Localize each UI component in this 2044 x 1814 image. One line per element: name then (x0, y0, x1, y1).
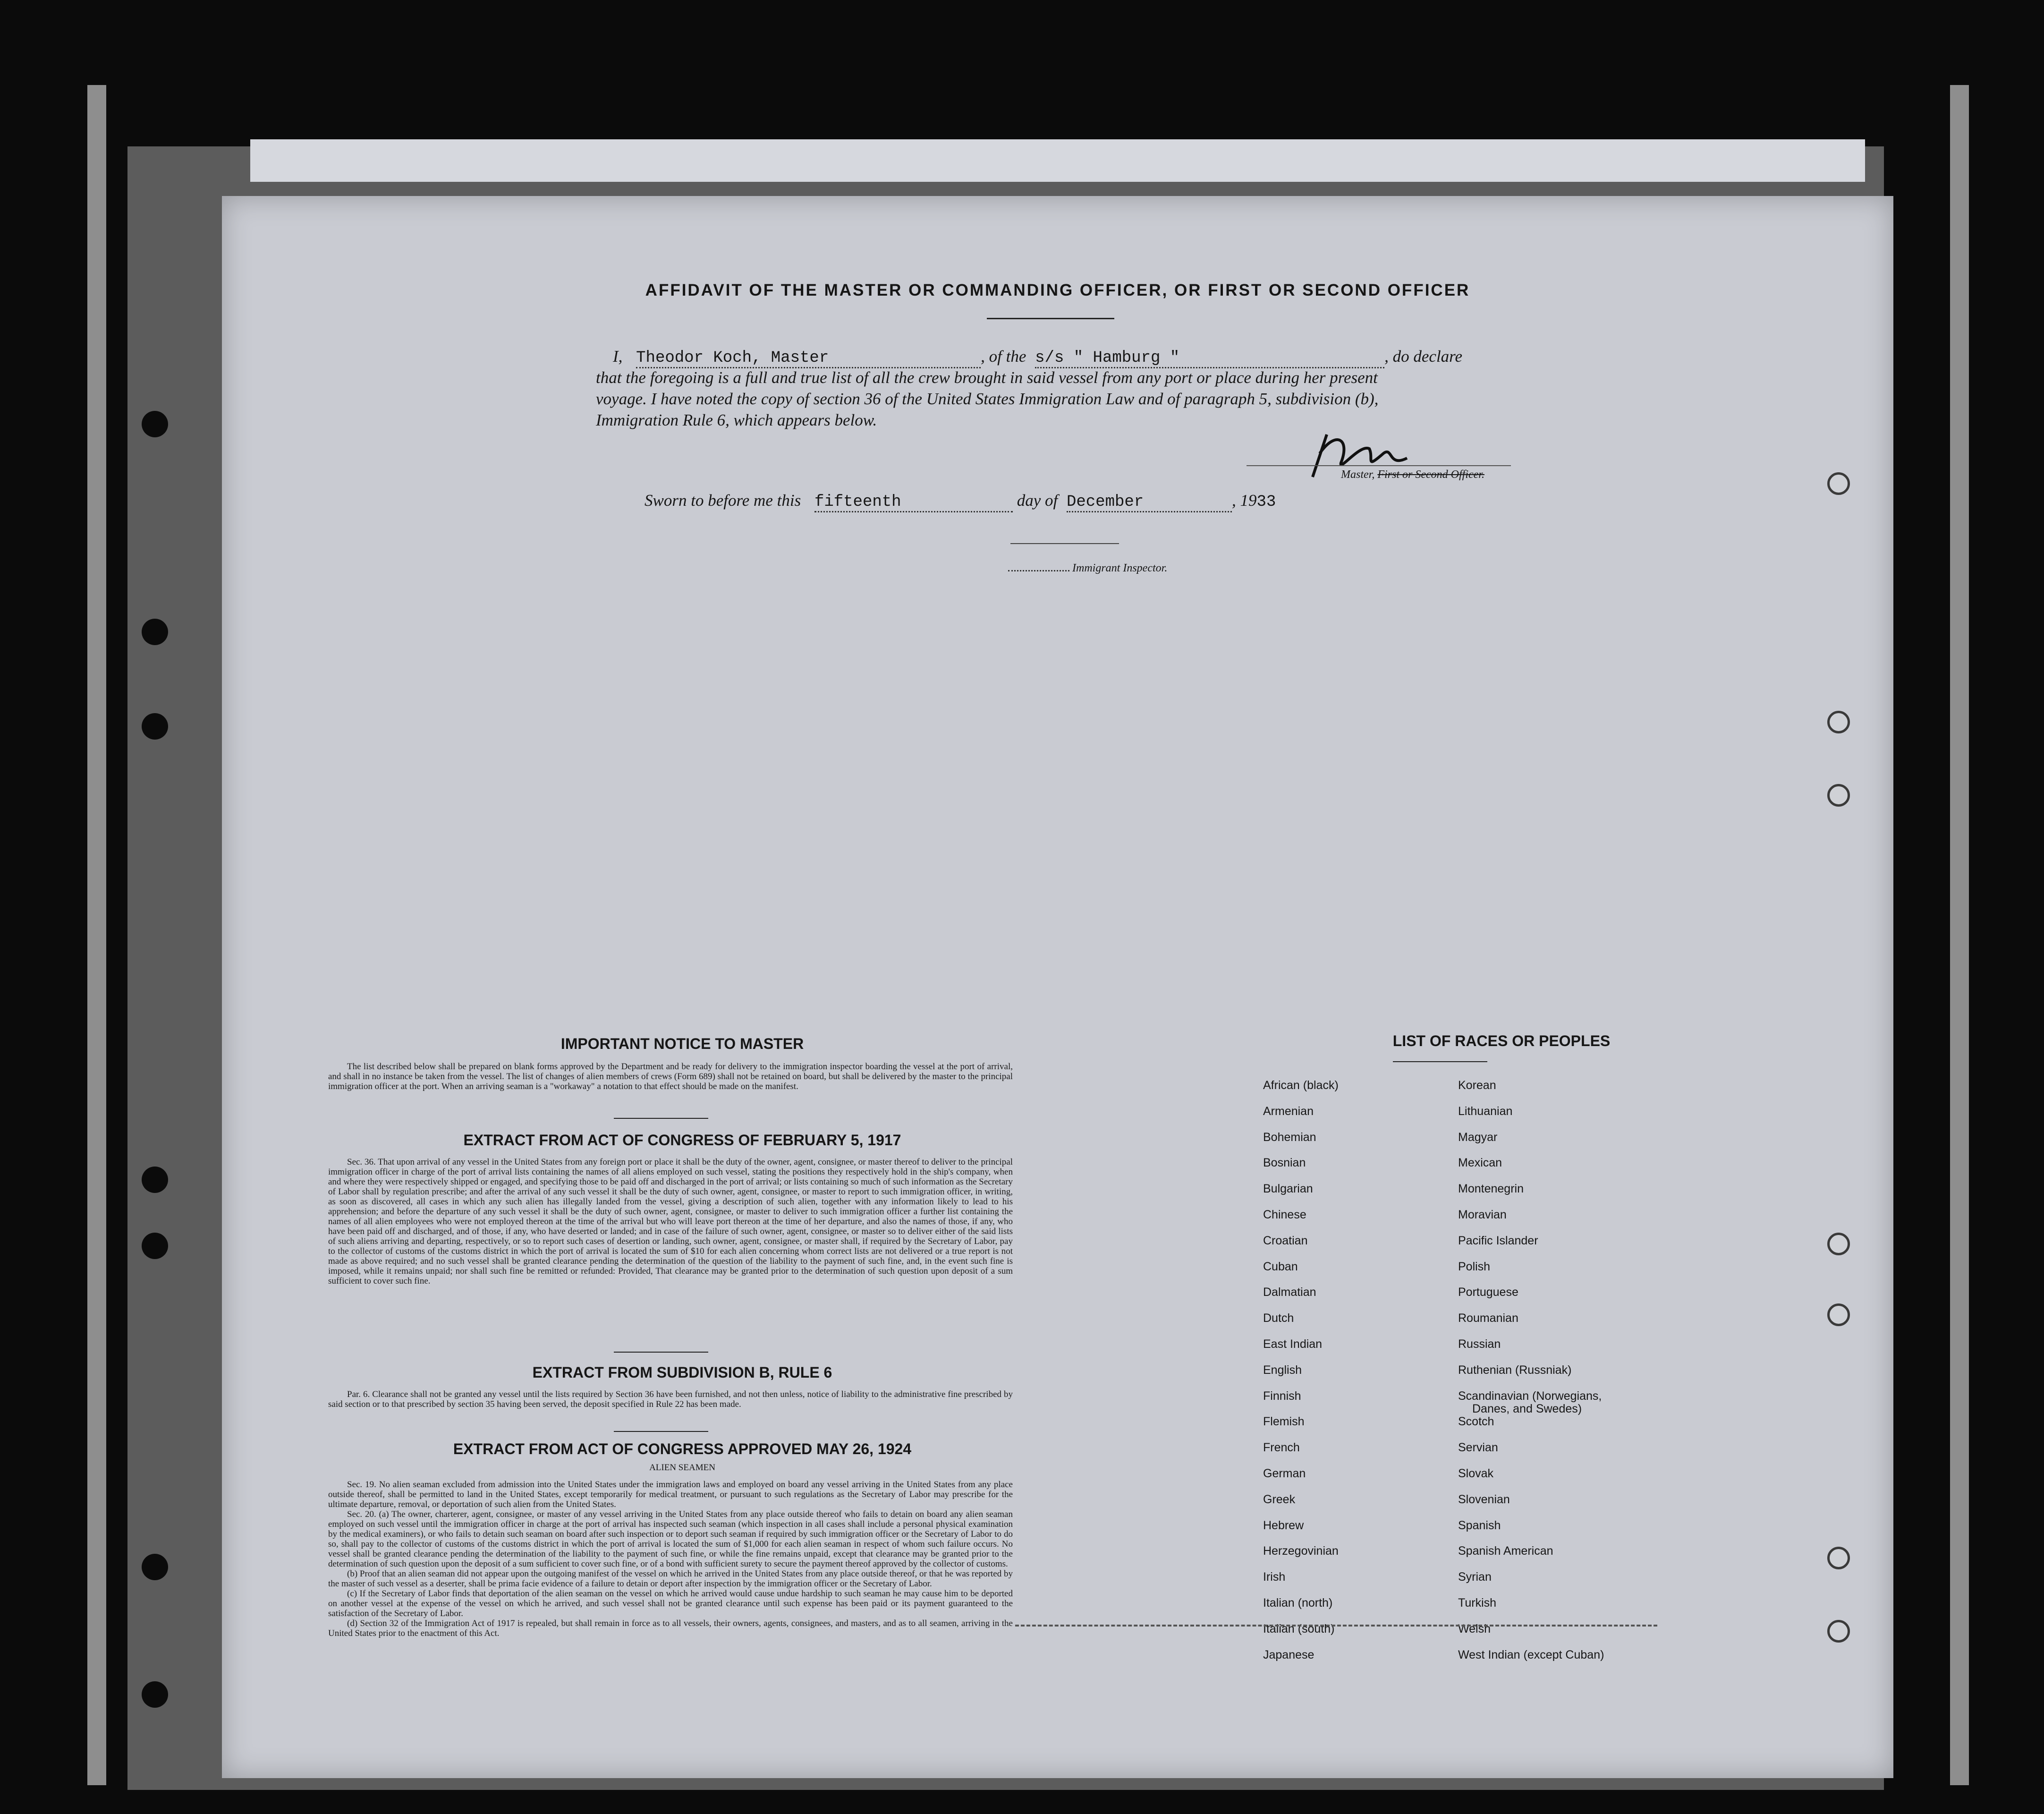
rule6-title: EXTRACT FROM SUBDIVISION B, RULE 6 (532, 1364, 832, 1381)
race-item: Korean (1458, 1079, 1496, 1092)
race-item: Bulgarian (1263, 1182, 1313, 1196)
race-item: Armenian (1263, 1104, 1314, 1118)
race-item: Flemish (1263, 1415, 1305, 1429)
i-word: I, (613, 347, 623, 366)
race-item: Pacific Islander (1458, 1234, 1538, 1247)
race-item: Syrian (1458, 1570, 1492, 1584)
race-item: Mexican (1458, 1156, 1502, 1170)
race-item: Dalmatian (1263, 1286, 1316, 1299)
master-name-field: Theodor Koch, Master (636, 349, 981, 368)
affidavit-line-1 (613, 347, 1462, 368)
race-item: Spanish (1458, 1518, 1501, 1532)
race-item: Bosnian (1263, 1156, 1306, 1170)
race-item: Ruthenian (Russniak) (1458, 1363, 1572, 1377)
vessel-name-field: s/s " Hamburg " (1035, 349, 1384, 368)
race-item: Hebrew (1263, 1518, 1304, 1532)
race-item: Cuban (1263, 1260, 1298, 1273)
sworn-line (645, 491, 1276, 512)
race-item: Magyar (1458, 1130, 1498, 1144)
day-of-label: day of (1017, 491, 1058, 510)
do-declare-label: , do declare (1384, 347, 1463, 366)
race-item: Montenegrin (1458, 1182, 1524, 1196)
year-suffix: 33 (1256, 493, 1276, 511)
races-title-rule (1393, 1061, 1487, 1062)
race-item: Lithuanian (1458, 1104, 1513, 1118)
inspector-caption (1008, 562, 1167, 575)
race-item: Chinese (1263, 1208, 1306, 1221)
extract-1924-title: EXTRACT FROM ACT OF CONGRESS APPROVED MAY 26, 1924 (453, 1440, 912, 1457)
race-item: Polish (1458, 1260, 1491, 1273)
race-item: Slovak (1458, 1467, 1494, 1480)
inspector-rule (1010, 543, 1119, 544)
dashed-rule (1015, 1625, 1657, 1627)
sec-20d-paragraph: (d) Section 32 of the Immigration Act of 1917 is repealed, but shall remain in force as to all vessels, their owners, agents, consignees, and masters, and as to all seamen, arriving in the United States prior to the enactment of this Act. (328, 1618, 1013, 1638)
sec-20a-paragraph: Sec. 20. (a) The owner, charterer, agent, consignee, or master of any vessel arriving in the United States from any place outside thereof who fails to detain on board any alien seaman employed on such vessel until the immigration officer in charge at the port of arrival has inspected such seaman (which inspection in all cases shall include a personal physical examination by the medical examiners), or who fails to detain such seaman on board after such inspection or to deport such seaman if required by such immigration officer or the Secretary of Labor to do so, shall pay to the collector of customs of the customs district in which the port of arrival is located the sum of $1,000 for each alien seaman in respect of whom such failure occurs. No vessel shall be granted clearance pending the determination of the liability to the payment of such fine, or while the fine remains unpaid, except that clearance may be granted prior to the determination of such question upon the deposit of a sum sufficient to cover such fine, or of a bond with sufficient surety to secure the payment thereof approved by the collector of customs. (328, 1509, 1013, 1569)
race-item: Servian (1458, 1441, 1498, 1455)
race-item: Spanish American (1458, 1544, 1553, 1558)
race-item: Finnish (1263, 1389, 1301, 1403)
race-item: Italian (south) (1263, 1622, 1335, 1635)
extract-1924-text (328, 1480, 1013, 1638)
races-list-title: LIST OF RACES OR PEOPLES (1392, 1032, 1611, 1049)
signature-line (1247, 465, 1511, 466)
race-item: Scotch (1458, 1415, 1494, 1429)
affidavit-title: AFFIDAVIT OF THE MASTER OR COMMANDING OFFICER, OR FIRST OR SECOND OFFICER (645, 281, 1470, 299)
race-item: Bohemian (1263, 1130, 1316, 1144)
sec-20b-paragraph: (b) Proof that an alien seaman did not appear upon the outgoing manifest of the vessel on which he arrived in the United States from any place outside thereof, or that he was reported by the master of such vessel as a deserter, shall be prima facie evidence of a failure to detain or deport after inspection by the immigration officer or the Secretary of Labor. (328, 1569, 1013, 1589)
binder-edge-left (87, 85, 106, 1785)
race-item: Greek (1263, 1492, 1296, 1506)
race-item: Scandinavian (Norwegians, (1458, 1389, 1602, 1403)
inspector-signature-field (1008, 570, 1069, 571)
sworn-month-field: December (1067, 493, 1232, 512)
race-item-continuation: Danes, and Swedes) (1472, 1402, 1582, 1415)
sworn-prefix: Sworn to before me this (645, 491, 801, 510)
binder-edge-right (1950, 85, 1969, 1785)
sec-19-paragraph: Sec. 19. No alien seaman excluded from admission into the United States under the immigration laws and employed on board any vessel arriving in the United States from any place outside thereof, shall be permitted to land in the United States, except temporarily for medical treatment, or pursuant to such regulations as the Secretary of Labor may prescribe for the ultimate departure, removal, or deportation of such alien from the United States. (328, 1480, 1013, 1509)
year-prefix: , 19 (1231, 491, 1257, 510)
race-item: Dutch (1263, 1312, 1294, 1325)
caption-master: Master, (1341, 468, 1375, 481)
race-item: African (black) (1263, 1079, 1339, 1092)
caption-struck-officer: First or Second Officer. (1377, 468, 1484, 481)
notice-rule (614, 1118, 708, 1119)
extract-1917-title: EXTRACT FROM ACT OF CONGRESS OF FEBRUARY 5, 1917 (463, 1132, 901, 1149)
race-item: Irish (1263, 1570, 1286, 1584)
signature-caption (1341, 468, 1484, 481)
extract-1917-text: Sec. 36. That upon arrival of any vessel in the United States from any foreign port or place it shall be the duty of the owner, agent, consignee, or master thereof to deliver to the principal immigration officer in charge of the port of arrival lists containing the names of all aliens employed on such vessel, stating the positions they respectively hold in the ship's company, when and where they were respectively shipped or engaged, and specifying those to be paid off and discharged in the port of arrival; or lists containing so much of such information as the Secretary of Labor shall by regulation prescribe; and after the arrival of any such vessel it shall be the duty of such owner, agent, consignee, or master to report to such immigration officer, in writing, as soon as discovered, all cases in which any such alien has illegally landed from the vessel, giving a description of such alien, together with any information likely to lead to his apprehension; and before the departure of any such vessel it shall be the duty of such owner, agent, consignee, or master to deliver to such immigration officer a further list containing the names of all alien employees who were not employed thereon at the time of the arrival but who will leave port thereon at the time of her departure, and also the names of those, if any, who have been paid off and discharged, and of those, if any, who have deserted or landed; and in case of the failure of such owner, agent, consignee, or master so to deliver either of the said lists of such aliens arriving and departing, respectively, or so to report such cases of desertion or landing, such owner, agent, consignee, or master shall, if required by the Secretary of Labor, pay to the collector of customs of the customs district in which the port of arrival is located the sum of $10 for each alien concerning whom correct lists are not delivered or a true report is not made as above required; and no such vessel shall be granted clearance pending the determination of the question of the liability to the payment of such fine, and, in the event such fine is imposed, while it remains unpaid; nor shall such fine be remitted or refunded: Provided, That clearance may be granted prior to the determination of such question upon deposit of a sum sufficient to cover such fine. (328, 1157, 1013, 1286)
race-item: Roumanian (1458, 1312, 1518, 1325)
rule6-text: Par. 6. Clearance shall not be granted any vessel until the lists required by Section 36 have been furnished, and not then unless, notice of liability to the administrative fine prescribed by said section or to that prescribed by section 35 having been served, the deposit specified in Rule 22 has been made. (328, 1389, 1013, 1409)
notice-text: The list described below shall be prepared on blank forms approved by the Department and be ready for delivery to the immigration inspector boarding the vessel at the port of arrival, and shall in no instance be taken from the vessel. The list of changes of alien members of crews (Form 689) shall not be retained on board, but shall be delivered by the master to the principal immigration officer at the port. When an arriving seaman is a "workaway" a notation to that effect should be made on the manifest. (328, 1062, 1013, 1091)
sworn-day-field: fifteenth (814, 493, 1013, 512)
race-item: Russian (1458, 1337, 1501, 1351)
race-item: French (1263, 1441, 1300, 1455)
race-item: Slovenian (1458, 1492, 1510, 1506)
race-item: Portuguese (1458, 1286, 1518, 1299)
affidavit-line-3: voyage. I have noted the copy of section 36 of the United States Immigration Law and of paragraph 5, subdivision (b), (596, 390, 1379, 408)
notice-title: IMPORTANT NOTICE TO MASTER (560, 1035, 804, 1052)
race-item: Japanese (1263, 1648, 1315, 1661)
rule6-rule (614, 1431, 708, 1432)
race-item: Welsh (1458, 1622, 1491, 1635)
race-item: East Indian (1263, 1337, 1323, 1351)
underlying-sheet (250, 139, 1865, 182)
inspector-caption-text: Immigrant Inspector. (1072, 562, 1168, 574)
race-item: Turkish (1458, 1596, 1497, 1610)
title-rule (987, 318, 1114, 319)
sec-20c-paragraph: (c) If the Secretary of Labor finds that deportation of the alien seaman on the vessel on which he arrived would cause undue hardship to such seaman he may cause him to be deported on another vessel at the expense of the vessel on which he arrived, and such vessel shall not be granted clearance until such expense has been paid or its payment guaranteed to the satisfaction of the Secretary of Labor. (328, 1589, 1013, 1618)
race-item: Croatian (1263, 1234, 1308, 1247)
race-item: Moravian (1458, 1208, 1507, 1221)
alien-seamen-subtitle: ALIEN SEAMEN (649, 1463, 715, 1473)
affidavit-line-2: that the foregoing is a full and true list of all the crew brought in said vessel from any port or place during her present (596, 368, 1378, 387)
race-item: German (1263, 1467, 1306, 1480)
race-item: Herzegovinian (1263, 1544, 1339, 1558)
race-item: Italian (north) (1263, 1596, 1333, 1610)
of-the-label: , of the (981, 347, 1026, 366)
race-item: West Indian (except Cuban) (1458, 1648, 1604, 1661)
extract-1917-rule (614, 1352, 708, 1353)
affidavit-line-4: Immigration Rule 6, which appears below. (596, 411, 877, 429)
race-item: English (1263, 1363, 1302, 1377)
